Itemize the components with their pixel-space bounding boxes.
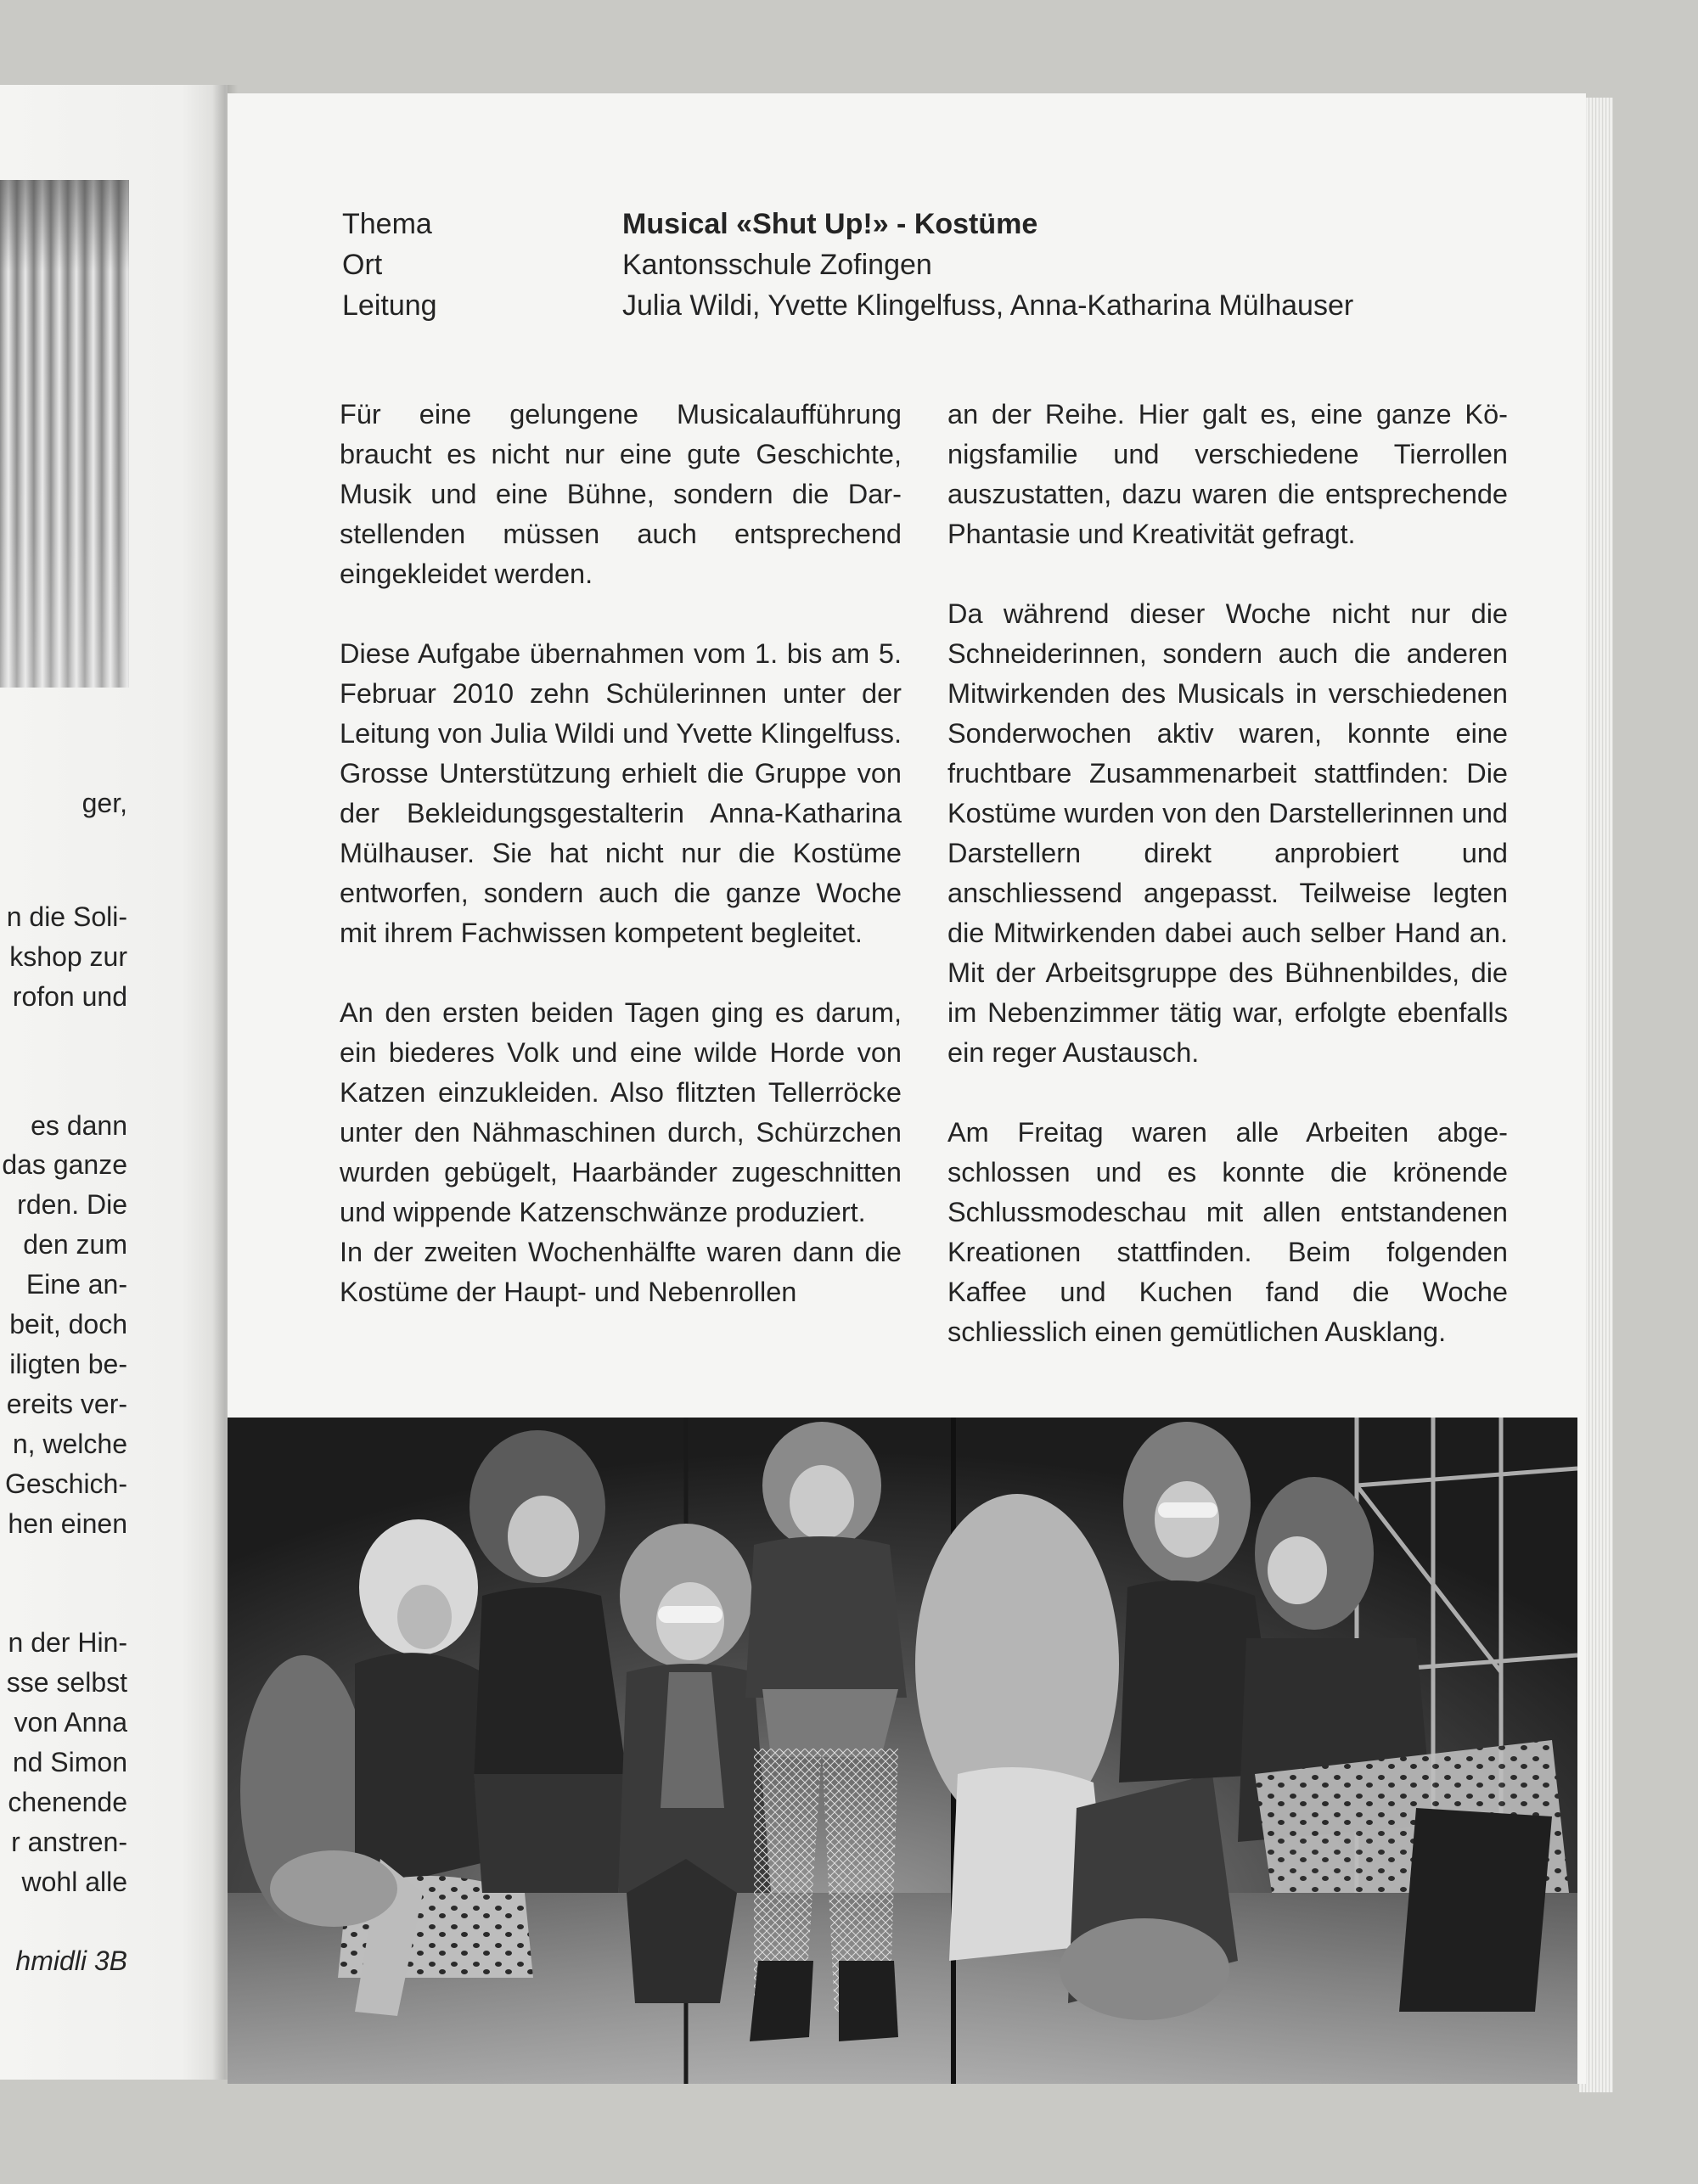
previous-page-line: ereits ver- xyxy=(6,1389,127,1419)
previous-page-line: von Anna xyxy=(14,1707,127,1738)
previous-page-line: rden. Die xyxy=(17,1189,127,1220)
meta-row-leitung xyxy=(342,285,1353,326)
article-meta xyxy=(342,204,1353,326)
meta-label: Ort xyxy=(342,249,383,281)
meta-value-location: Kantonsschule Zofingen xyxy=(622,249,932,281)
previous-page-line: Eine an- xyxy=(25,1269,127,1300)
paragraph: Da während dieser Woche nicht nur die Schneiderinnen, sondern auch die anderen Mitwirkenden des Musicals in verschiedenen Sonderwochen aktiv waren, konnte eine fruchtbare Zusammenarbeit stattfinden: Die Kostüme wurden von den Darstellerinnen und Darstellern direkt anprobiert und anschliessend angepasst. Teilweise legten die Mitwirkenden dabei auch selber Hand an. Mit der Arbeitsgruppe des Bühnenbildes, die im Nebenzimmer tätig war, erfolgte ebenfalls ein reger Austausch. xyxy=(947,598,1508,1068)
previous-page-line: n die Soli- xyxy=(6,901,127,932)
previous-page-line: wohl alle xyxy=(21,1867,127,1897)
article-page xyxy=(228,93,1586,2084)
paragraph: an der Reihe. Hier galt es, eine ganze Königsfamilie und verschiedene Tierrollen auszustatten, dazu waren die entsprechende Phantasie und Kreativität gefragt. xyxy=(947,399,1508,549)
article-column-left xyxy=(340,395,902,1312)
meta-label: Thema xyxy=(342,208,432,240)
previous-page-line: es dann xyxy=(31,1110,127,1141)
previous-page-line: hen einen xyxy=(8,1508,127,1539)
previous-page-line: das ganze xyxy=(2,1149,127,1180)
meta-value-leaders: Julia Wildi, Yvette Klingelfuss, Anna-Katharina Mülhauser xyxy=(622,289,1354,322)
paragraph: Diese Aufgabe übernahmen vom 1. bis am 5. Februar 2010 zehn Schülerinnen unter der Leitung von Julia Wildi und Yvette Klingelfuss. Grosse Unterstützung erhielt die Gruppe von der Bekleidungsgestalterin Anna-Katharina Mülhauser. Sie hat nicht nur die Kostüme entworfen, sondern auch die ganze Woche mit ihrem Fachwissen kompetent begleitet. xyxy=(340,638,902,948)
previous-page-line: chenende xyxy=(8,1787,127,1817)
performer-figure xyxy=(469,1430,627,1893)
previous-page-line: n der Hin- xyxy=(8,1627,127,1658)
previous-page-author: hmidli 3B xyxy=(15,1945,127,1976)
previous-page-line: den zum xyxy=(23,1229,127,1260)
article-column-right xyxy=(947,395,1508,1392)
previous-page xyxy=(0,85,228,2080)
stage-curtain-photo xyxy=(0,180,129,688)
stage-performance-photo xyxy=(228,1418,1577,2084)
paragraph: Am Freitag waren alle Arbeiten abgeschlossen und es konnte die krönende Schlussmodeschau mit allen entstandenen Kreationen stattfinden. Beim folgenden Kaffee und Kuchen fand die Woche schliesslich einen gemütlichen Ausklang. xyxy=(947,1117,1508,1347)
paragraph: An den ersten beiden Tagen ging es darum, ein biederes Volk und eine wilde Horde von Katzen einzukleiden. Also flitzten Tellerröcke unter den Nähmaschinen durch, Schürzchen wurden gebügelt, Haarbänder zugeschnitten und wippende Katzenschwänze produziert. xyxy=(340,997,902,1227)
previous-page-line: rofon und xyxy=(12,981,127,1012)
previous-page-line: r anstren- xyxy=(11,1827,127,1857)
previous-page-line: ger, xyxy=(82,788,127,818)
previous-page-line: nd Simon xyxy=(12,1747,127,1777)
meta-label: Leitung xyxy=(342,289,437,322)
paragraph: In der zweiten Wochenhälfte waren dann die Kostüme der Haupt- und Nebenrollen xyxy=(340,1237,902,1307)
meta-row-thema xyxy=(342,204,1353,244)
paragraph: Für eine gelungene Musicalaufführung braucht es nicht nur eine gute Geschichte, Musik und eine Bühne, sondern die Darstellenden müssen auch entsprechend eingekleidet werden. xyxy=(340,399,902,589)
meta-row-ort xyxy=(342,244,1353,285)
article-title: Musical «Shut Up!» - Kostüme xyxy=(622,208,1038,240)
previous-page-line: beit, doch xyxy=(9,1309,127,1339)
previous-page-line: kshop zur xyxy=(9,941,127,972)
previous-page-line: iligten be- xyxy=(9,1349,127,1379)
performers-illustration xyxy=(228,1418,1577,2084)
previous-page-line: sse selbst xyxy=(6,1667,127,1698)
previous-page-line: n, welche xyxy=(12,1429,127,1459)
previous-page-line: Geschich- xyxy=(4,1468,127,1499)
